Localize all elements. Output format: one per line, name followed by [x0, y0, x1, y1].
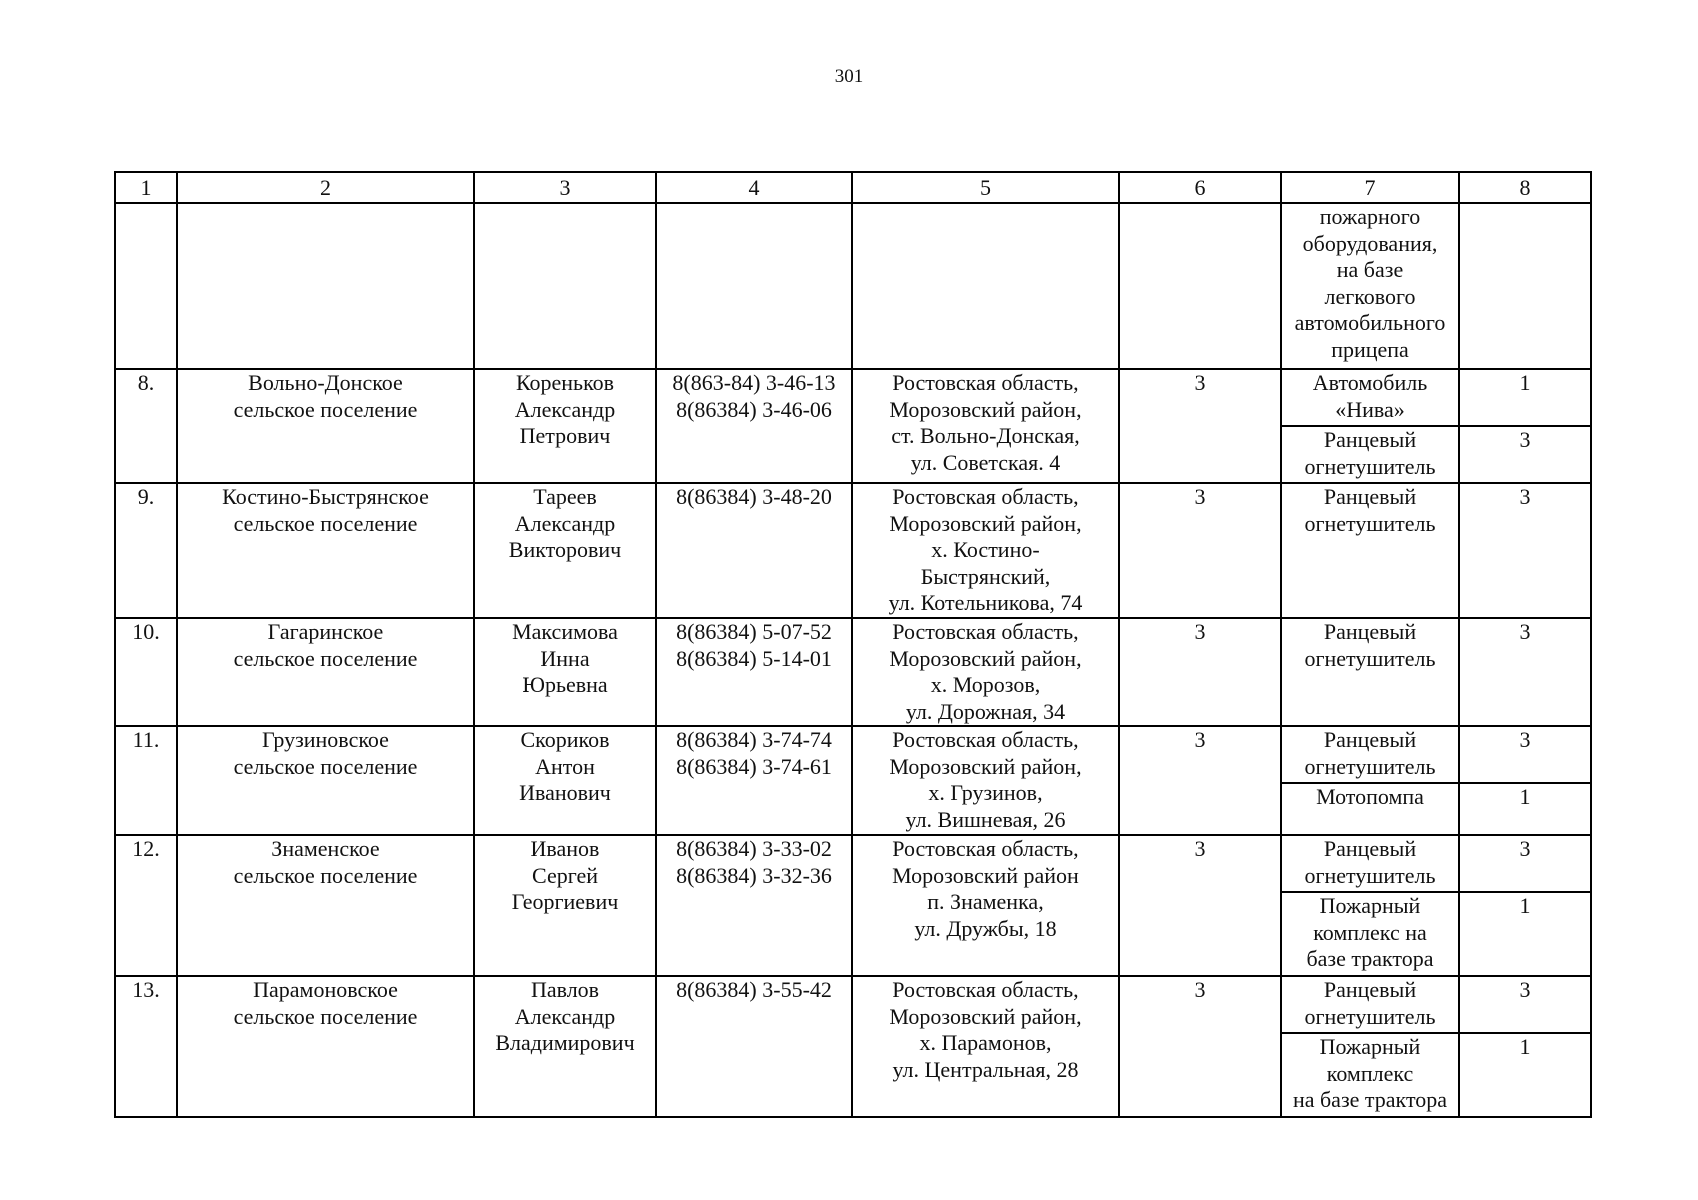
header-cell: 3	[474, 172, 656, 203]
text-line: ул. Советская. 4	[910, 449, 1061, 475]
text-line: Александр	[514, 1003, 616, 1029]
equipment-name-cell	[1281, 892, 1459, 976]
text-line: Ранцевый	[1323, 427, 1417, 452]
head-name-cell	[474, 976, 656, 1117]
equipment-name-cell	[1281, 835, 1459, 892]
phone-cell	[656, 726, 852, 835]
table-row	[115, 726, 1591, 783]
text-line: 8(86384) 3-46-06	[676, 396, 832, 422]
text-line: Владимирович	[495, 1030, 635, 1055]
text-line: Морозовский район,	[889, 1003, 1082, 1029]
text-line: Ростовская область,	[892, 370, 1079, 395]
equipment-count-cell: 3	[1459, 618, 1591, 726]
head-name-cell	[474, 726, 656, 835]
phone-cell	[656, 976, 852, 1117]
text-line: ул. Вишневая, 26	[905, 806, 1066, 832]
settlement-cell	[177, 726, 474, 835]
text-line: Вольно-Донское	[248, 370, 403, 395]
equipment-name-cell	[1281, 783, 1459, 835]
text-line: прицепа	[1331, 336, 1409, 362]
address-cell	[852, 369, 1119, 483]
text-line: Ростовская область,	[892, 484, 1079, 509]
text-line: легкового	[1324, 283, 1416, 309]
text-line: Ранцевый	[1323, 619, 1417, 644]
text-line: Мотопомпа	[1316, 784, 1424, 809]
table-row	[115, 483, 1591, 618]
text-line: огнетушитель	[1304, 1003, 1436, 1029]
text-line: ст. Вольно-Донская,	[891, 423, 1080, 448]
text-line: сельское поселение	[233, 645, 418, 671]
phone-cell	[656, 618, 852, 726]
text-line: Костино-Быстрянское	[222, 484, 429, 509]
empty-cell	[1459, 203, 1591, 369]
text-line: Быстрянский,	[920, 563, 1051, 589]
text-line: 8(863-84) 3-46-13	[672, 370, 836, 395]
text-line: ул. Дорожная, 34	[905, 698, 1066, 724]
text-line: сельское поселение	[233, 396, 418, 422]
text-line: х. Костино-	[931, 537, 1040, 562]
row-number-cell: 9.	[115, 483, 177, 618]
text-line: огнетушитель	[1304, 453, 1436, 479]
text-line: 8(86384) 5-07-52	[676, 619, 832, 644]
settlement-cell	[177, 369, 474, 483]
text-line: 8(86384) 3-33-02	[676, 836, 832, 861]
text-line: х. Грузинов,	[928, 780, 1043, 805]
text-line: Гагаринское	[267, 619, 384, 644]
settlement-cell	[177, 618, 474, 726]
text-line: Знаменское	[271, 836, 380, 861]
text-line: Парамоновское	[253, 977, 398, 1002]
text-line: Иванов	[530, 836, 600, 861]
text-line: Петрович	[519, 423, 611, 448]
empty-cell	[852, 203, 1119, 369]
col6-cell: 3	[1119, 726, 1281, 835]
text-line: ул. Дружбы, 18	[914, 915, 1057, 941]
equipment-name-cell	[1281, 426, 1459, 483]
table-body	[115, 172, 1591, 1117]
text-line: Юрьевна	[522, 672, 608, 697]
text-line: 8(86384) 3-74-74	[676, 727, 832, 752]
phone-cell	[656, 835, 852, 976]
text-line: Антон	[535, 753, 595, 779]
header-cell: 5	[852, 172, 1119, 203]
text-line: Ранцевый	[1323, 727, 1417, 752]
text-line: Сергей	[532, 862, 598, 888]
text-line: Морозовский район,	[889, 645, 1082, 671]
text-line: п. Знаменка,	[927, 889, 1044, 914]
equipment-name-cell	[1281, 483, 1459, 618]
text-line: сельское поселение	[233, 862, 418, 888]
col6-cell: 3	[1119, 369, 1281, 483]
empty-cell	[474, 203, 656, 369]
text-line: Ростовская область,	[892, 977, 1079, 1002]
address-cell	[852, 835, 1119, 976]
text-line: на базе трактора	[1292, 1087, 1448, 1112]
equipment-count-cell: 3	[1459, 976, 1591, 1033]
table-row	[115, 835, 1591, 892]
text-line: х. Морозов,	[930, 672, 1041, 697]
equipment-count-cell: 1	[1459, 892, 1591, 976]
header-cell: 7	[1281, 172, 1459, 203]
text-line: х. Парамонов,	[919, 1030, 1052, 1055]
text-line: 8(86384) 3-74-61	[676, 753, 832, 779]
equipment-table	[114, 171, 1592, 1118]
settlement-cell	[177, 976, 474, 1117]
text-line: Павлов	[530, 977, 600, 1002]
empty-cell	[656, 203, 852, 369]
text-line: огнетушитель	[1304, 862, 1436, 888]
table-row	[115, 976, 1591, 1033]
text-line: Пожарный	[1319, 893, 1421, 918]
header-cell: 6	[1119, 172, 1281, 203]
text-line: «Нива»	[1335, 396, 1405, 422]
address-cell	[852, 726, 1119, 835]
table-row	[115, 618, 1591, 726]
text-line: огнетушитель	[1304, 753, 1436, 779]
address-cell	[852, 976, 1119, 1117]
col6-cell: 3	[1119, 618, 1281, 726]
text-line: оборудования,	[1302, 230, 1438, 256]
head-name-cell	[474, 618, 656, 726]
address-cell	[852, 483, 1119, 618]
empty-cell	[177, 203, 474, 369]
equipment-name-cell	[1281, 1033, 1459, 1117]
header-row	[115, 172, 1591, 203]
continuation-row	[115, 203, 1591, 369]
text-line: 8(86384) 3-55-42	[676, 977, 832, 1002]
equipment-name-cell	[1281, 976, 1459, 1033]
text-line: Максимова	[512, 619, 618, 644]
text-line: огнетушитель	[1304, 510, 1436, 536]
col6-cell: 3	[1119, 976, 1281, 1117]
phone-cell	[656, 483, 852, 618]
text-line: Грузиновское	[262, 727, 389, 752]
text-line: Морозовский район,	[889, 396, 1082, 422]
continuation-equipment-cell	[1281, 203, 1459, 369]
head-name-cell	[474, 835, 656, 976]
text-line: 8(86384) 5-14-01	[676, 645, 832, 671]
text-line: Морозовский район,	[889, 753, 1082, 779]
text-line: автомобильного	[1294, 310, 1446, 335]
text-line: Морозовский район	[892, 862, 1079, 888]
col6-cell: 3	[1119, 835, 1281, 976]
text-line: сельское поселение	[233, 510, 418, 536]
text-line: Иванович	[519, 780, 611, 805]
row-number-cell: 11.	[115, 726, 177, 835]
text-line: Александр	[514, 510, 616, 536]
row-number-cell: 8.	[115, 369, 177, 483]
equipment-count-cell: 1	[1459, 783, 1591, 835]
equipment-name-cell	[1281, 369, 1459, 426]
equipment-count-cell: 1	[1459, 369, 1591, 426]
equipment-count-cell: 1	[1459, 1033, 1591, 1117]
head-name-cell	[474, 483, 656, 618]
phone-cell	[656, 369, 852, 483]
text-line: комплекс	[1326, 1060, 1414, 1086]
text-line: Викторович	[508, 537, 622, 562]
empty-cell	[1119, 203, 1281, 369]
header-cell: 2	[177, 172, 474, 203]
text-line: базе трактора	[1306, 946, 1434, 971]
empty-cell	[115, 203, 177, 369]
head-name-cell	[474, 369, 656, 483]
equipment-count-cell: 3	[1459, 835, 1591, 892]
row-number-cell: 10.	[115, 618, 177, 726]
text-line: 8(86384) 3-32-36	[676, 862, 832, 888]
text-line: Александр	[514, 396, 616, 422]
table-row	[115, 369, 1591, 426]
text-line: комплекс на	[1313, 919, 1427, 945]
text-line: Ранцевый	[1323, 836, 1417, 861]
text-line: пожарного	[1319, 204, 1421, 229]
text-line: 8(86384) 3-48-20	[676, 484, 832, 509]
address-cell	[852, 618, 1119, 726]
text-line: Морозовский район,	[889, 510, 1082, 536]
settlement-cell	[177, 483, 474, 618]
equipment-count-cell: 3	[1459, 426, 1591, 483]
text-line: сельское поселение	[233, 753, 418, 779]
equipment-name-cell	[1281, 726, 1459, 783]
equipment-name-cell	[1281, 618, 1459, 726]
text-line: сельское поселение	[233, 1003, 418, 1029]
text-line: огнетушитель	[1304, 645, 1436, 671]
equipment-count-cell: 3	[1459, 483, 1591, 618]
text-line: Ранцевый	[1323, 484, 1417, 509]
page-number: 301	[834, 66, 864, 87]
text-line: Кореньков	[515, 370, 615, 395]
text-line: Ростовская область,	[892, 619, 1079, 644]
text-line: Георгиевич	[511, 889, 619, 914]
text-line: Инна	[540, 645, 590, 671]
text-line: Ранцевый	[1323, 977, 1417, 1002]
header-cell: 1	[115, 172, 177, 203]
text-line: Тареев	[533, 484, 597, 509]
text-line: Ростовская область,	[892, 836, 1079, 861]
header-cell: 4	[656, 172, 852, 203]
col6-cell: 3	[1119, 483, 1281, 618]
text-line: Автомобиль	[1312, 370, 1428, 395]
text-line: Пожарный	[1319, 1034, 1421, 1059]
text-line: на базе	[1336, 257, 1404, 282]
row-number-cell: 13.	[115, 976, 177, 1117]
text-line: ул. Котельникова, 74	[888, 590, 1083, 615]
text-line: Ростовская область,	[892, 727, 1079, 752]
equipment-count-cell: 3	[1459, 726, 1591, 783]
header-cell: 8	[1459, 172, 1591, 203]
settlement-cell	[177, 835, 474, 976]
row-number-cell: 12.	[115, 835, 177, 976]
text-line: ул. Центральная, 28	[892, 1056, 1079, 1082]
text-line: Скориков	[520, 727, 610, 752]
